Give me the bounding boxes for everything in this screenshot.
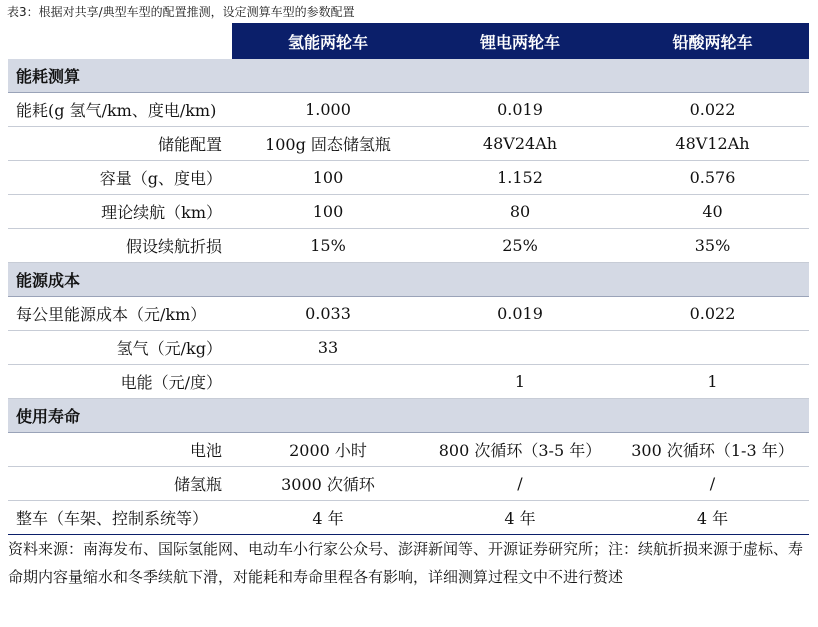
section-row [8,399,809,433]
table-row [8,365,809,399]
table-cell: 800 次循环（3-5 年） [424,433,616,467]
table-cell: 48V24Ah [424,127,616,161]
table-cell: 1 [424,365,616,399]
row-label: 氢气（元/kg） [8,331,232,365]
table-cell: 4 年 [232,501,424,535]
table-cell [616,331,809,365]
table-cell: 0.019 [424,93,616,127]
section-row [8,263,809,297]
table-row [8,297,809,331]
table-cell: 25% [424,229,616,263]
table-cell: / [424,467,616,501]
table-cell: 100 [232,195,424,229]
table-row [8,433,809,467]
header-hydrogen: 氢能两轮车 [232,23,424,59]
table-cell [424,331,616,365]
row-label: 能耗(g 氢气/km、度电/km) [8,93,232,127]
table-row [8,93,809,127]
table-row [8,127,809,161]
table-cell: 0.022 [616,297,809,331]
table-cell: 3000 次循环 [232,467,424,501]
source-note: 资料来源：南海发布、国际氢能网、电动车小行家公众号、澎湃新闻等、开源证券研究所；注：续航折损来源于虚标、寿命期内容量缩水和冬季续航下滑，对能耗和寿命里程各有影响，详细测算过程文中不进行赘述 [8,540,804,586]
table-cell: 0.019 [424,297,616,331]
table-cell: 15% [232,229,424,263]
row-label: 储能配置 [8,127,232,161]
table-row [8,195,809,229]
table-caption: 表3：根据对共享/典型车型的配置推测，设定测算车型的参数配置 [7,5,355,19]
row-label: 整车（车架、控制系统等） [8,501,232,535]
table-cell: 4 年 [616,501,809,535]
section-title: 能源成本 [8,263,809,297]
row-label: 假设续航折损 [8,229,232,263]
table-header-row [8,23,809,59]
section-row [8,59,809,93]
table-row [8,161,809,195]
section-title: 能耗测算 [8,59,809,93]
table-row [8,501,809,535]
table-cell: 1 [616,365,809,399]
row-label: 每公里能源成本（元/km） [8,297,232,331]
header-blank [8,23,232,59]
header-lithium: 锂电两轮车 [424,23,616,59]
row-label: 理论续航（km） [8,195,232,229]
table-cell: 35% [616,229,809,263]
row-label: 容量（g、度电） [8,161,232,195]
table-cell: 33 [232,331,424,365]
section-title: 使用寿命 [8,399,809,433]
table-cell: 1.152 [424,161,616,195]
header-lead-acid: 铅酸两轮车 [616,23,809,59]
table-row [8,229,809,263]
row-label: 储氢瓶 [8,467,232,501]
table-cell: 100g 固态储氢瓶 [232,127,424,161]
table-cell: 0.576 [616,161,809,195]
table-row [8,467,809,501]
table-cell: 4 年 [424,501,616,535]
table-cell: 1.000 [232,93,424,127]
table-cell: 0.022 [616,93,809,127]
row-label: 电池 [8,433,232,467]
table-cell: 48V12Ah [616,127,809,161]
table-cell: 80 [424,195,616,229]
row-label: 电能（元/度） [8,365,232,399]
table-cell: 2000 小时 [232,433,424,467]
parameter-table [8,23,809,535]
table-cell [232,365,424,399]
table-cell: 300 次循环（1-3 年） [616,433,809,467]
table-cell: 100 [232,161,424,195]
table-cell: / [616,467,809,501]
table-cell: 0.033 [232,297,424,331]
table-row [8,331,809,365]
table-cell: 40 [616,195,809,229]
